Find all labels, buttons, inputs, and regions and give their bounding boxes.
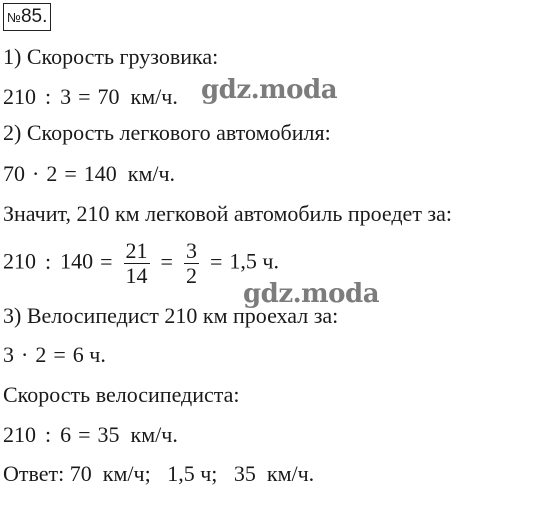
fraction-numerator: 3 xyxy=(185,238,197,263)
eq-times: · xyxy=(32,161,40,186)
eq-equals: = xyxy=(78,84,91,109)
eq-operand: 210 xyxy=(3,422,36,447)
eq-unit: ч. xyxy=(89,342,106,367)
eq-result: 1,5 xyxy=(229,248,257,274)
eq-operand: 6 xyxy=(60,422,72,447)
answer-line: Ответ: 70 км/ч; 1,5 ч; 35 км/ч. xyxy=(3,461,315,486)
eq-operand: 140 xyxy=(60,248,94,274)
step-3-heading: 3) Велосипедист 210 км проехал за: xyxy=(3,303,339,328)
answer-label: Ответ: xyxy=(3,461,65,486)
number-sign: № xyxy=(7,10,21,25)
truck-speed-equation xyxy=(3,83,178,111)
eq-equals: = xyxy=(78,422,91,447)
problem-number xyxy=(3,3,51,31)
eq-operand: 2 xyxy=(46,161,58,186)
eq-operand: 70 xyxy=(3,161,25,186)
eq-unit: км/ч. xyxy=(127,161,176,186)
car-time-equation xyxy=(3,239,279,288)
eq-result: 140 xyxy=(83,161,117,186)
car-speed-equation xyxy=(3,160,175,188)
answer-unit: ч xyxy=(200,461,212,486)
eq-colon: : xyxy=(45,248,52,274)
watermark: gdz.moda xyxy=(243,279,380,309)
eq-result: 6 xyxy=(72,342,84,367)
cyclist-speed-heading: Скорость велосипедиста: xyxy=(3,382,240,407)
answer-value: 70 xyxy=(69,461,92,486)
eq-equals: = xyxy=(100,248,113,274)
eq-operand: 3 xyxy=(3,342,14,367)
problem-number-value: 85. xyxy=(20,6,48,27)
eq-equals: = xyxy=(64,161,77,186)
eq-operand: 3 xyxy=(60,84,72,109)
fraction-21-14 xyxy=(124,239,150,288)
eq-unit: км/ч. xyxy=(130,422,178,447)
car-time-intro: Значит, 210 км легковой автомобиль проедет за: xyxy=(3,201,453,226)
answer-unit: км/ч xyxy=(102,461,145,486)
eq-times: · xyxy=(21,342,29,367)
fraction-denominator: 2 xyxy=(185,263,197,288)
step-1-heading: 1) Скорость грузовика: xyxy=(3,44,219,69)
step-2-heading: 2) Скорость легкового автомобиля: xyxy=(3,120,331,145)
watermark: gdz.moda xyxy=(201,75,338,105)
eq-operand: 2 xyxy=(35,342,47,367)
answer-value: 35 xyxy=(233,461,256,486)
fraction-numerator: 21 xyxy=(125,238,148,263)
eq-result: 35 xyxy=(97,422,120,447)
eq-result: 70 xyxy=(97,84,120,109)
answer-value: 1,5 xyxy=(167,461,195,486)
eq-unit: км/ч. xyxy=(130,84,178,109)
eq-colon: : xyxy=(45,84,52,109)
answer-unit: км/ч. xyxy=(266,461,315,486)
eq-equals: = xyxy=(53,342,66,367)
eq-operand: 210 xyxy=(3,84,36,109)
fraction-3-2 xyxy=(184,239,199,288)
eq-operand: 210 xyxy=(3,248,36,274)
cyclist-speed-equation xyxy=(3,421,178,449)
eq-unit: ч. xyxy=(262,248,279,274)
eq-equals: = xyxy=(160,248,173,274)
eq-colon: : xyxy=(45,422,52,447)
fraction-denominator: 14 xyxy=(125,263,148,288)
cyclist-time-equation xyxy=(3,341,106,369)
eq-equals: = xyxy=(209,248,223,274)
